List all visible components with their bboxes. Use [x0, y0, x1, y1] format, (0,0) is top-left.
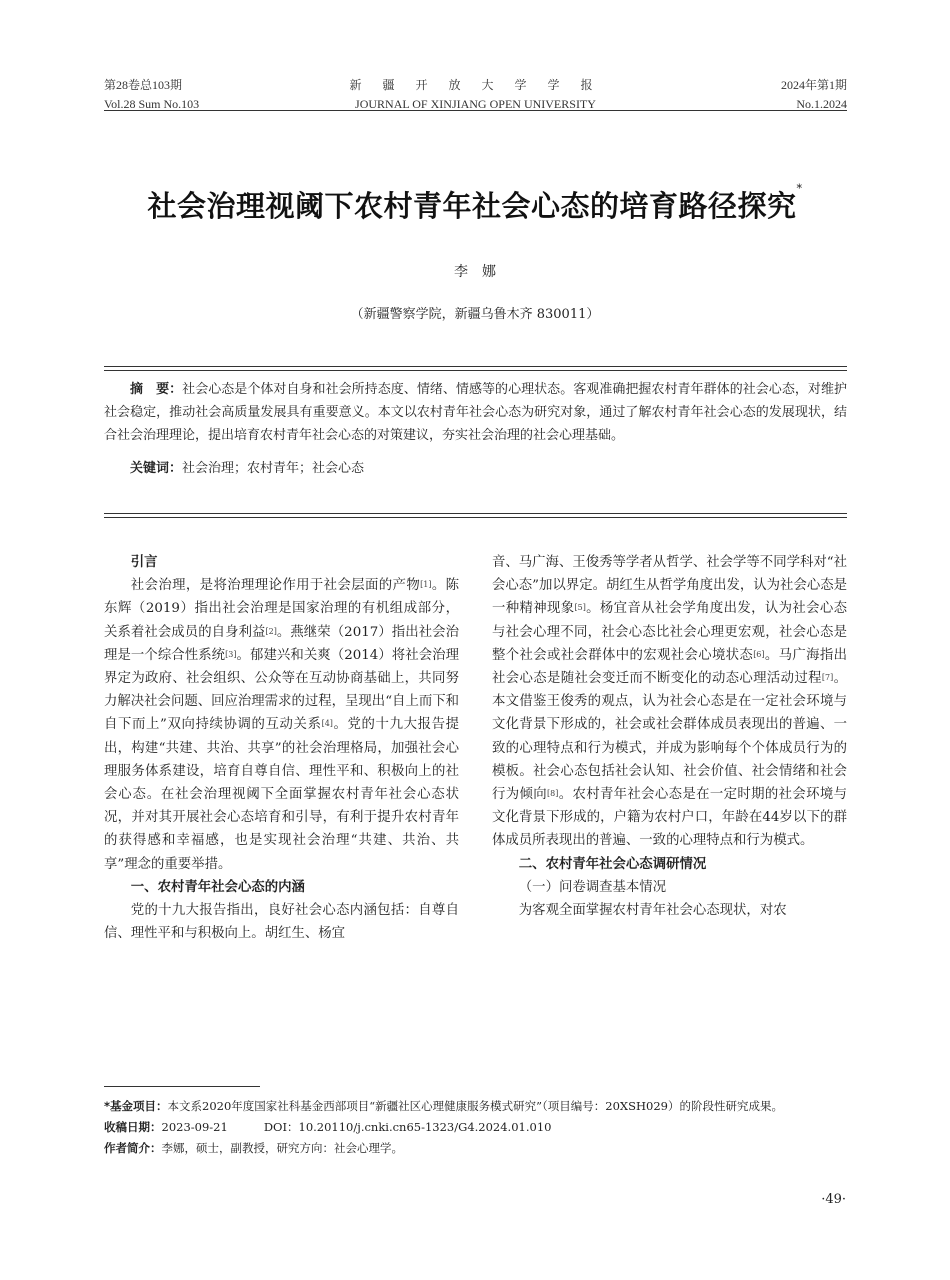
received-note — [104, 1117, 847, 1138]
abstract-label: 摘 要： — [130, 382, 183, 397]
fund-note — [104, 1096, 847, 1117]
title-text: 社会治理视阈下农村青年社会心态的培育路径探究 — [147, 189, 797, 223]
journal-name-en: JOURNAL OF XINJIANG OPEN UNIVERSITY — [355, 97, 596, 111]
abstract-bottom-rule-2 — [104, 517, 847, 518]
bio-text: 李娜，硕士，副教授，研究方向：社会心理学。 — [161, 1141, 403, 1155]
citation-ref: [6] — [753, 649, 765, 659]
issue-cn: 2024年第1期 — [780, 78, 847, 92]
intro-heading: 引言 — [130, 555, 158, 570]
header-divider — [104, 110, 847, 111]
issue-en: No.1.2024 — [796, 97, 847, 111]
volume-en: Vol.28 Sum No.103 — [104, 97, 200, 111]
issue-info — [781, 76, 847, 114]
fund-text: 本文系2020年度国家社科基金西部项目“新疆社区心理健康服务模式研究”（项目编号：20XSH029）的阶段性研究成果。 — [167, 1099, 783, 1113]
text-run: 。陈东辉（2019）指出社会治理是国家治理的有机组成部分，关系着社会成员的自身利益 — [104, 578, 460, 640]
section-2-paragraph: 为客观全面掌握农村青年社会心态现状，对农 — [518, 903, 787, 919]
page-number: ·49· — [821, 1192, 846, 1207]
bio-label: 作者简介： — [104, 1141, 162, 1155]
citation-ref: [8] — [547, 789, 559, 799]
abstract-block — [104, 378, 847, 480]
journal-name — [104, 76, 847, 114]
citation-ref: [7] — [821, 673, 834, 683]
volume-cn: 第28卷总103期 — [104, 78, 183, 92]
citation-ref: [4] — [321, 719, 333, 729]
footnote-divider — [104, 1086, 260, 1087]
running-header — [104, 76, 847, 114]
keywords-label: 关键词： — [130, 461, 183, 476]
text-run: 音、马广海、王俊秀等学者从哲学、社会学等不同学科对“社会心态”加以界定。胡红生从哲学角度出发，认为社会心态是一种精神现象 — [492, 555, 847, 617]
abstract-text: 社会心态是个体对自身和社会所持态度、情绪、情感等的心理状态。客观准确把握农村青年群体的社会心态，对维护社会稳定，推动社会高质量发展具有重要意义。本文以农村青年社会心态为研究对象，通过了解农村青年社会心态的发展现状，结合社会治理理论，提出培育农村青年社会心态的对策建议，夯实社会治理的社会心理基础。 — [104, 382, 847, 443]
doi: DOI：10.20110/j.cnki.cn65-1323/G4.2024.01.010 — [263, 1120, 552, 1134]
left-column — [104, 551, 459, 945]
author-name: 李娜 — [454, 264, 510, 280]
received-label: 收稿日期： — [104, 1120, 162, 1134]
footnotes — [104, 1096, 847, 1159]
abstract-top-rule-2 — [104, 370, 847, 371]
article-title — [80, 184, 870, 225]
section-2-subheading: （一）问卷调查基本情况 — [518, 879, 667, 895]
section-1-paragraph-continued — [492, 551, 847, 853]
text-run: 。燕继荣（2017）指出社会治理是一个综合性系统 — [104, 624, 459, 663]
citation-ref: [3] — [225, 649, 237, 659]
abstract-bottom-rule — [104, 513, 847, 514]
author-bio — [104, 1138, 847, 1159]
text-run: 社会治理，是将治理理论作用于社会层面的产物 — [130, 578, 421, 594]
right-column — [492, 551, 847, 922]
journal-name-cn: 新 疆 开 放 大 学 学 报 — [349, 78, 602, 92]
citation-ref: [2] — [265, 626, 277, 636]
citation-ref: [5] — [574, 603, 586, 613]
text-run: 。马广海指出社会心态是随社会变迁而不断变化的动态心理活动过程 — [492, 647, 848, 687]
received-date: 2023-09-21 — [161, 1120, 228, 1134]
author-affiliation: （新疆警察学院，新疆乌鲁木齐 830011） — [350, 307, 600, 322]
text-run: 。农村青年社会心态是在一定时期的社会环境与文化背景下形成的，户籍为农村户口，年龄在44岁以下的群体成员所表现出的普遍、一致的心理特点和行为模式。 — [492, 787, 848, 849]
section-2-heading: 二、农村青年社会心态调研情况 — [518, 856, 707, 872]
section-1-paragraph: 党的十九大报告指出，良好社会心态内涵包括：自尊自信、理性平和与积极向上。胡红生、杨宜 — [104, 903, 459, 942]
abstract-top-rule — [104, 366, 847, 367]
title-footnote-mark: * — [796, 182, 803, 195]
keywords-text: 社会治理；农村青年；社会心态 — [182, 461, 365, 476]
intro-paragraph — [104, 574, 459, 876]
text-run: 。郁建兴和关爽（2014）将社会治理界定为政府、社会组织、公众等在互动协商基础上，共同努力解决社会问题、回应治理需求的过程，呈现出“自上而下和自下而上”双向持续协调的互动关系 — [104, 647, 460, 733]
fund-label: *基金项目： — [104, 1099, 168, 1113]
text-run: 。党的十九大报告提出，构建“共建、共治、共享”的社会治理格局，加强社会心理服务体系建设，培育自尊自信、理性平和、积极向上的社会心态。在社会治理视阈下全面掌握农村青年社会心态状况，并对其开展社会心态培育和引导，有利于提升农村青年的获得感和幸福感，也是实现社会治理“共建、共治、共享”理念的重要举措。 — [104, 717, 459, 872]
section-1-heading: 一、农村青年社会心态的内涵 — [130, 879, 305, 895]
text-run: 。杨宜音从社会学角度出发，认为社会心态与社会心理不同，社会心态比社会心理更宏观，社会心态是整个社会或社会群体中的宏观社会心境状态 — [492, 601, 848, 663]
text-run: 。本文借鉴王俊秀的观点，认为社会心态是在一定社会环境与文化背景下形成的，社会或社会群体成员表现出的普遍、一致的心理特点和行为模式，并成为影响每个个体成员行为的模板。社会心态包括社会认知、社会价值、社会情绪和社会行为倾向 — [492, 671, 848, 803]
citation-ref: [1] — [420, 580, 432, 590]
